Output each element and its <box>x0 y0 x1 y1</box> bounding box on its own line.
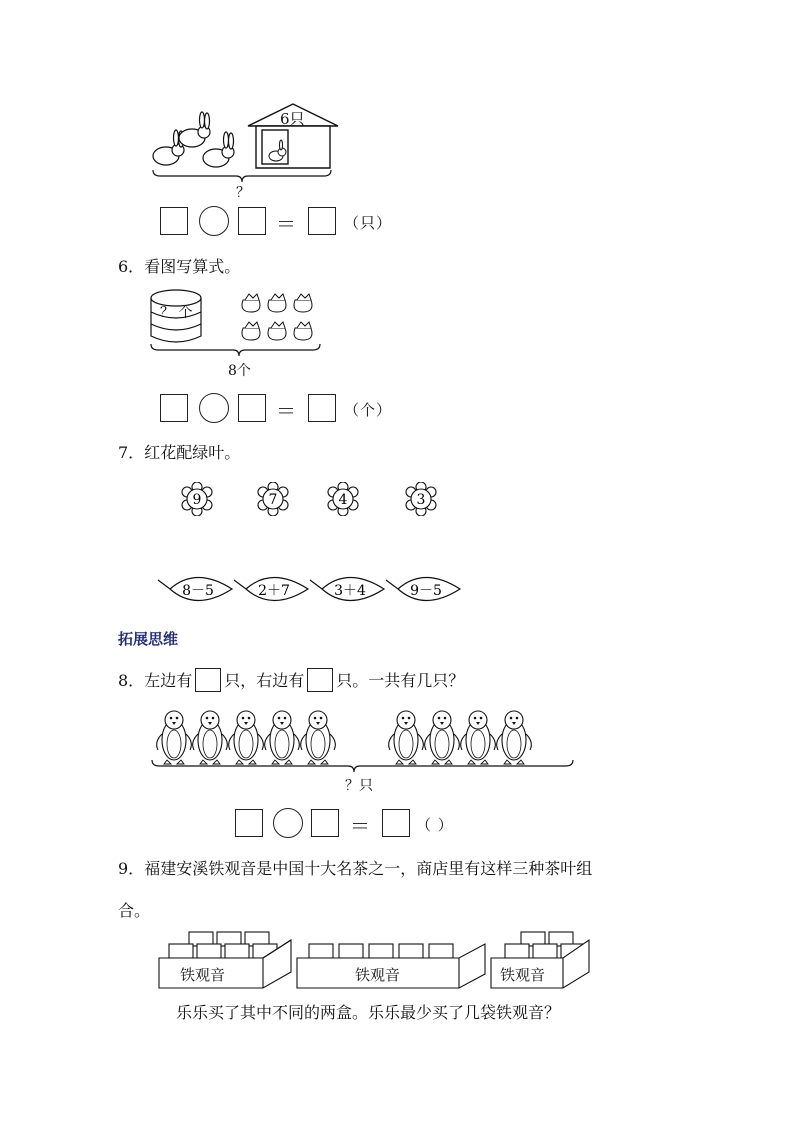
question-text: 看图写算式。 <box>144 257 241 276</box>
total-unknown-label: ？只 <box>345 778 373 794</box>
leaf-expression: 2＋7 <box>258 583 290 599</box>
operator-circle[interactable] <box>199 206 229 236</box>
answer-box[interactable] <box>308 207 336 235</box>
flower-number: 4 <box>338 492 348 508</box>
question-number: 8． <box>118 671 145 690</box>
inline-answer-box[interactable] <box>307 668 333 692</box>
unit-label: （ ） <box>416 816 454 834</box>
leaf-icon[interactable] <box>232 570 310 608</box>
total-label: 8个 <box>228 363 251 379</box>
leaf-icon[interactable] <box>308 570 386 608</box>
bag-icon <box>268 322 286 340</box>
question-number: 7． <box>118 443 145 462</box>
operator-circle[interactable] <box>199 393 229 423</box>
question-7 <box>118 440 240 463</box>
penguin-icon <box>193 711 228 764</box>
operator-circle[interactable] <box>273 808 303 838</box>
total-unknown-label: ？ <box>236 185 250 201</box>
question-text: 福建安溪铁观音是中国十大名茶之一，商店里有这样三种茶叶组 <box>144 859 593 878</box>
answer-box[interactable] <box>308 394 336 422</box>
flower-icon[interactable] <box>326 482 360 516</box>
bag-icon <box>242 322 260 340</box>
rabbits-illustration <box>148 96 348 196</box>
answer-box[interactable] <box>382 809 410 837</box>
flower-icon[interactable] <box>180 482 214 516</box>
penguins-illustration <box>148 708 588 774</box>
penguin-icon <box>389 711 424 764</box>
question-8 <box>118 668 464 692</box>
house-count-label: 6只 <box>280 110 305 128</box>
answer-box[interactable] <box>160 207 188 235</box>
penguin-icon <box>301 711 336 764</box>
penguin-icon <box>157 711 192 764</box>
question-9-line2: 合。 <box>118 901 151 920</box>
equals-sign: ＝ <box>276 399 296 423</box>
question-text: 左边有 <box>144 671 193 690</box>
question-text: 红花配绿叶。 <box>144 443 241 462</box>
inline-answer-box[interactable] <box>195 668 221 692</box>
penguin-icon <box>265 711 300 764</box>
leaf-icon[interactable] <box>156 570 234 608</box>
rabbit-icon <box>179 112 210 147</box>
bag-icon <box>294 322 312 340</box>
equals-sign: ＝ <box>276 212 296 236</box>
section-title: 拓展思维 <box>118 630 179 648</box>
question-number: 6． <box>118 257 145 276</box>
unit-label: （只） <box>344 214 393 232</box>
question-number: 9． <box>118 859 145 878</box>
flower-number: 9 <box>192 492 202 508</box>
tea-box-label: 铁观音 <box>500 966 546 984</box>
bags-illustration <box>145 286 335 366</box>
brace <box>151 344 320 356</box>
answer-box[interactable] <box>238 207 266 235</box>
unit-label: （个） <box>344 401 393 419</box>
answer-box[interactable] <box>311 809 339 837</box>
leaf-icon[interactable] <box>384 570 462 608</box>
brace <box>153 170 331 182</box>
penguin-icon <box>229 711 264 764</box>
question-9 <box>118 856 592 879</box>
flower-number: 3 <box>416 492 426 508</box>
box-unknown-label: ？ 个 <box>160 305 193 321</box>
leaf-expression: 3＋4 <box>334 583 366 599</box>
bag-icon <box>242 294 260 312</box>
equals-sign: ＝ <box>350 814 370 838</box>
flower-number: 7 <box>268 492 278 508</box>
answer-box[interactable] <box>238 394 266 422</box>
penguin-icon <box>497 711 532 764</box>
answer-box[interactable] <box>235 809 263 837</box>
question-9-prompt: 乐乐买了其中不同的两盒。乐乐最少买了几袋铁观音？ <box>176 1003 561 1022</box>
tea-box-label: 铁观音 <box>355 966 401 984</box>
question-6 <box>118 254 240 277</box>
leaf-expression: 9－5 <box>410 583 442 599</box>
bag-icon <box>294 294 312 312</box>
answer-box[interactable] <box>160 394 188 422</box>
question-text: 只，右边有 <box>224 671 305 690</box>
flower-icon[interactable] <box>404 482 438 516</box>
flower-icon[interactable] <box>256 482 290 516</box>
penguin-icon <box>461 711 496 764</box>
penguin-icon <box>425 711 460 764</box>
bag-icon <box>268 294 286 312</box>
leaf-expression: 8－5 <box>182 583 214 599</box>
tea-box-label: 铁观音 <box>180 966 226 984</box>
question-text: 只。一共有几只？ <box>336 671 465 690</box>
